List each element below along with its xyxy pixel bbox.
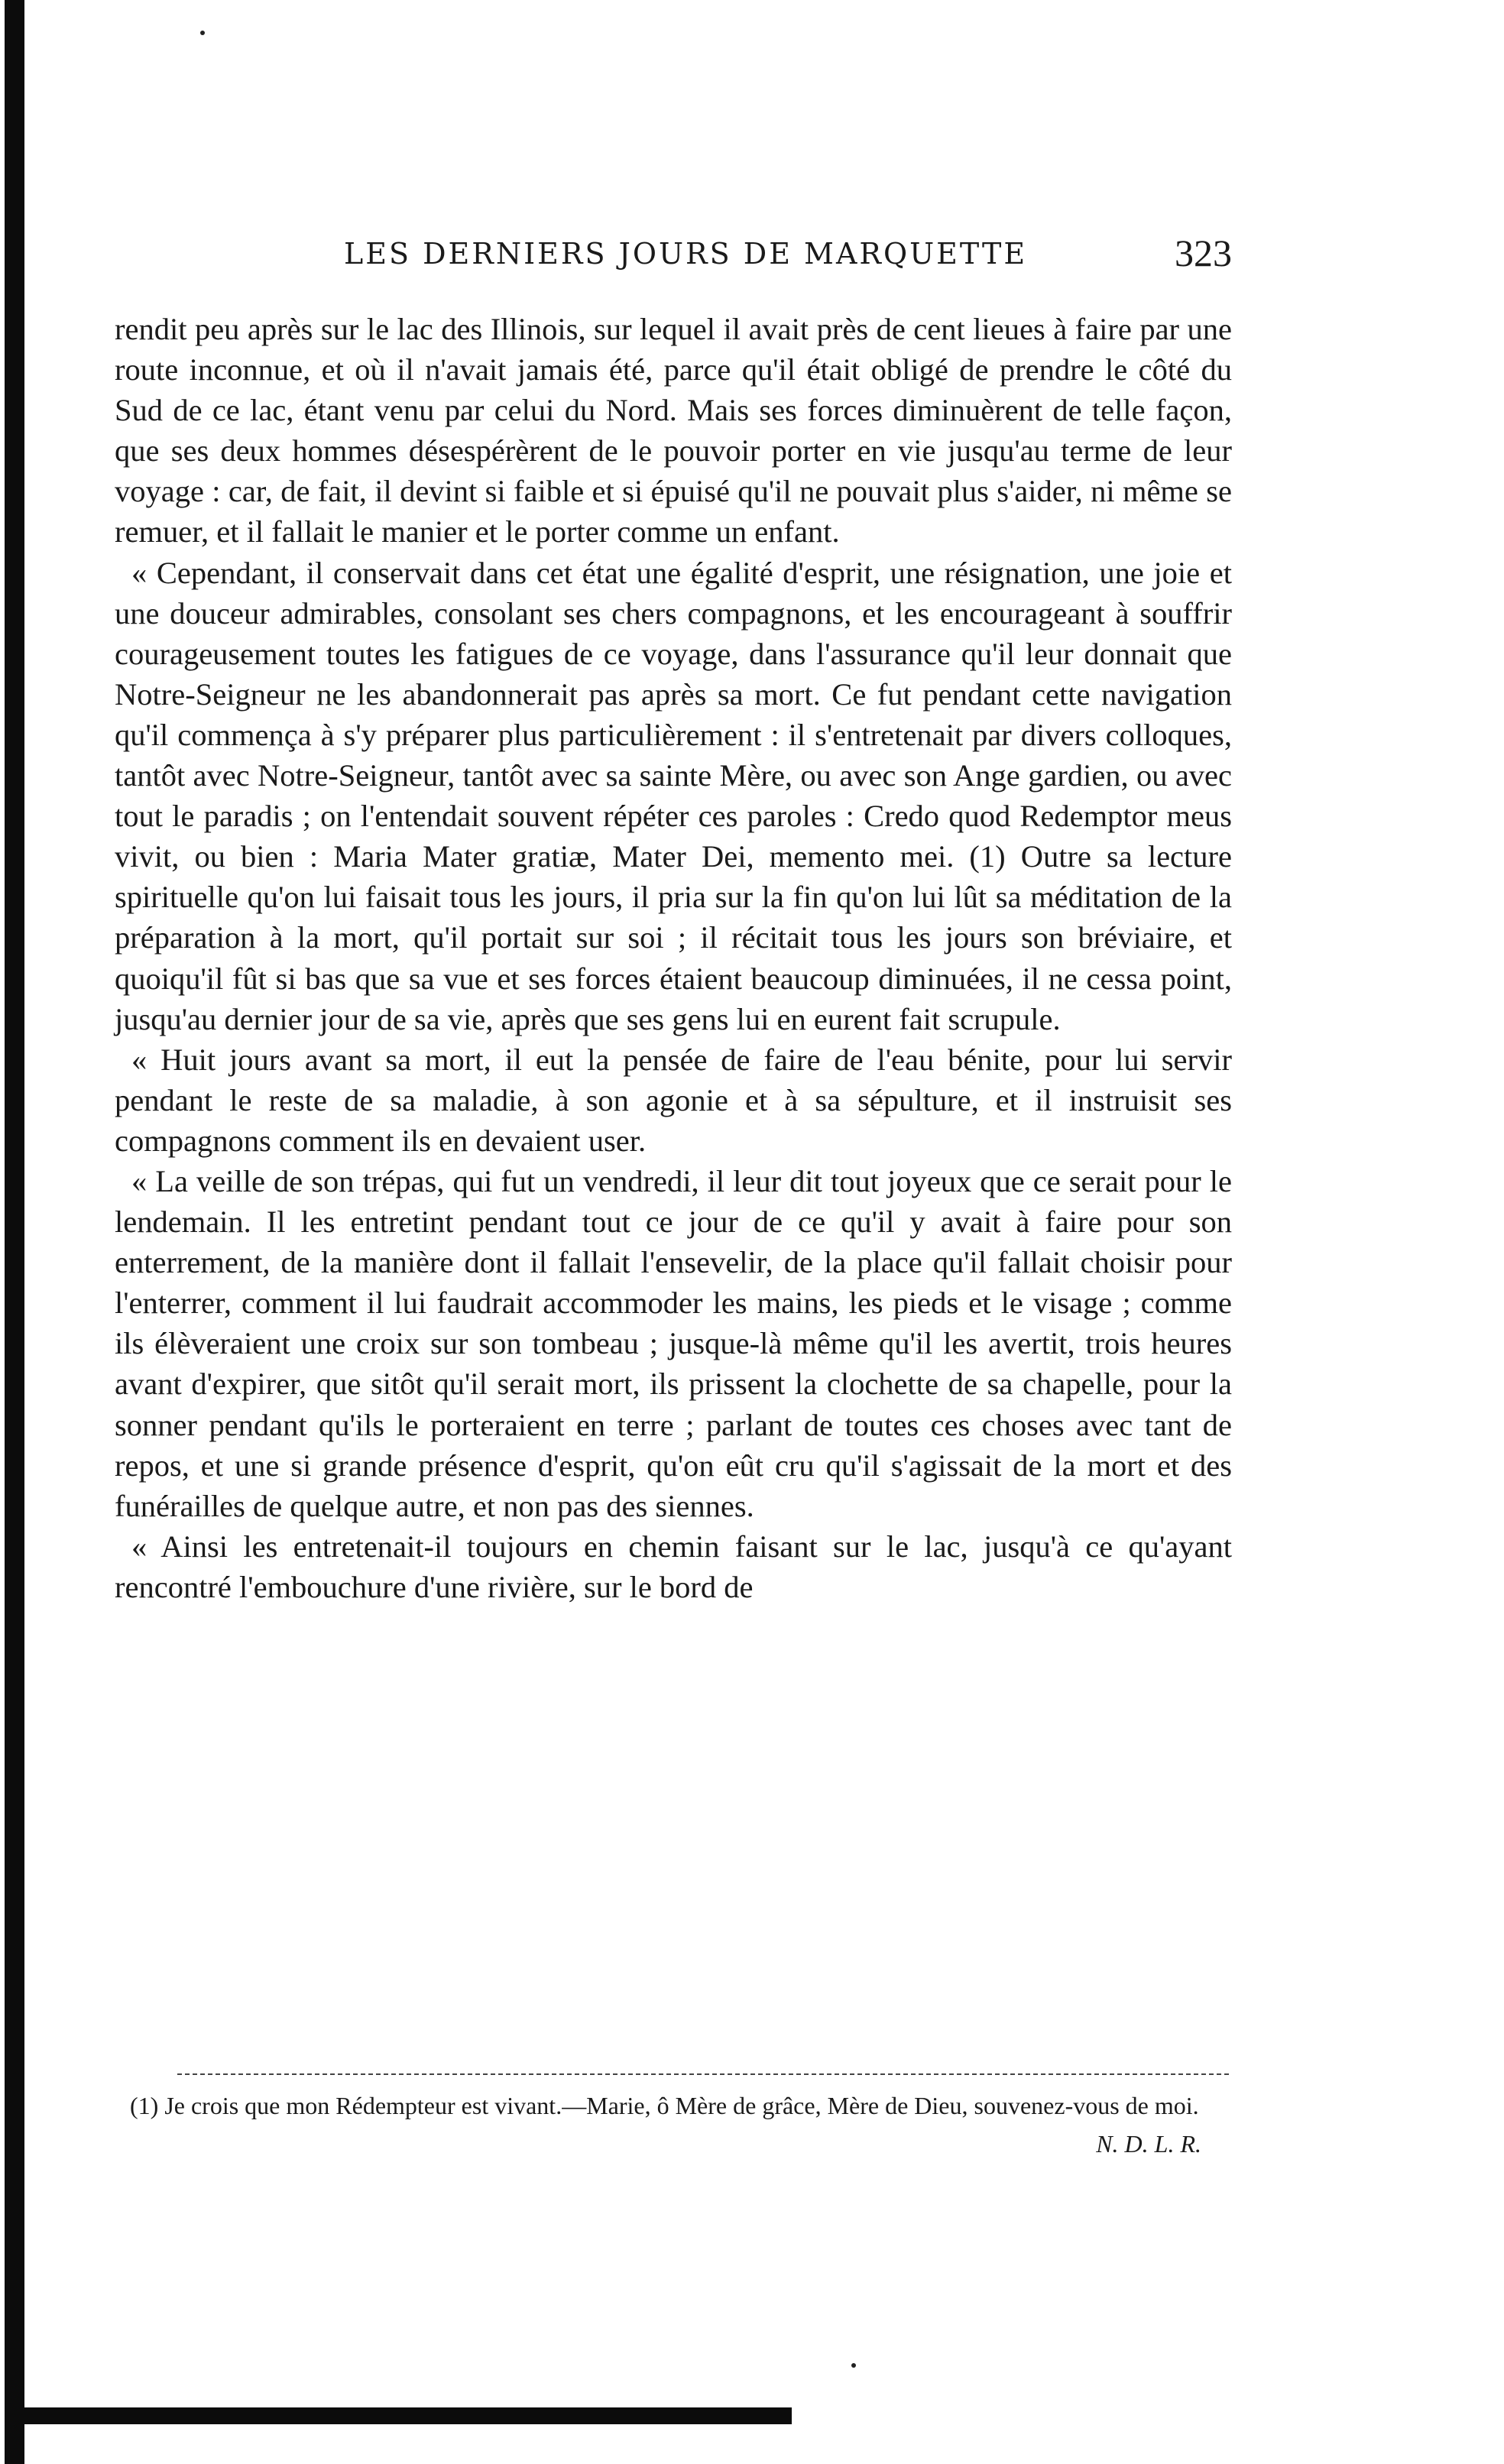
paragraph: rendit peu après sur le lac des Illinois, sur lequel il avait près de cent lieues à faire par une route inconnue, et où il n'avait jamais été, parce qu'il était obligé de prendre le côté du Sud de ce lac, étant venu par celui du Nord. Mais ses forces diminuèrent de telle façon, que ses deux hommes désespérèrent de le pouvoir porter en vie jusqu'au terme de leur voyage : car, de fait, il devint si faible et si épuisé qu'il ne pouvait plus s'aider, ni même se remuer, et il fallait le manier et le porter comme un enfant. — [115, 312, 1232, 550]
footnote-rule — [177, 2073, 1229, 2075]
paragraph: « La veille de son trépas, qui fut un vendredi, il leur dit tout joyeux que ce serait pour le lendemain. Il les entretint pendant tout ce jour de ce qu'il y avait à faire pour son enterrement, de la manière dont il fallait l'ensevelir, de la place qu'il fallait choisir pour l'enterrer, comment il lui faudrait accommoder les mains, les pieds et le visage ; comme ils élèveraient une croix sur son tombeau ; jusque-là même qu'il les avertit, trois heures avant d'expirer, que sitôt qu'il serait mort, ils prissent la clochette de sa chapelle, pour la sonner pendant qu'ils le porteraient en terre ; parlant de toutes ces choses avec tant de repos, et une si grande présence d'esprit, qu'on eût cru qu'il s'agissait de la mort et des funérailles de quelque autre, et non pas des siennes. — [115, 1163, 1232, 1523]
scan-bottom-edge — [5, 2407, 792, 2424]
footnotes — [115, 2089, 1232, 2161]
scan-binding-edge — [5, 0, 24, 2464]
footnote-text: (1) Je crois que mon Rédempteur est vivant.—Marie, ô Mère de grâce, Mère de Dieu, souvenez-vous de moi. — [130, 2092, 1199, 2119]
running-title: LES DERNIERS JOURS DE MARQUETTE — [344, 237, 1028, 271]
running-header — [115, 229, 1232, 275]
paragraph: « Cependant, il conservait dans cet état une égalité d'esprit, une résignation, une joie et une douceur admirables, consolant ses chers compagnons, et les encourageant à souffrir courageusement toutes les fatigues de ce voyage, dans l'assurance qu'il leur donnait que Notre-Seigneur ne les abandonnerait pas après sa mort. Ce fut pendant cette navigation qu'il commença à s'y préparer plus particulièrement : il s'entretenait par divers colloques, tantôt avec Notre-Seigneur, tantôt avec sa sainte Mère, ou avec son Ange gardien, ou avec tout le paradis ; on l'entendait souvent répéter ces paroles : Credo quod Redemptor meus vivit, ou bien : Maria Mater gratiæ, Mater Dei, memento mei. (1) Outre sa lecture spirituelle qu'on lui faisait tous les jours, il pria sur la fin qu'on lui lût sa méditation de la préparation à la mort, qu'il portait sur soi ; il récitait tous les jours son bréviaire, et quoiqu'il fût si bas que sa vue et ses forces étaient beaucoup diminuées, il ne cessa point, jusqu'au dernier jour de sa vie, après que ses gens lui en eurent fait scrupule. — [115, 555, 1232, 1036]
footnote-signature: N. D. L. R. — [1096, 2130, 1201, 2158]
paragraph: « Ainsi les entretenait-il toujours en chemin faisant sur le lac, jusqu'à ce qu'ayant rencontré l'embouchure d'une rivière, sur le bord de — [115, 1529, 1232, 1604]
scan-speck — [851, 2363, 856, 2368]
scan-speck — [200, 31, 205, 35]
paragraph: « Huit jours avant sa mort, il eut la pensée de faire de l'eau bénite, pour lui servir pendant le reste de sa maladie, à son agonie et à sa sépulture, et il instruisit ses compagnons comment ils en devaient user. — [115, 1042, 1232, 1158]
body-text — [115, 309, 1232, 1607]
page-number: 323 — [1175, 232, 1232, 274]
